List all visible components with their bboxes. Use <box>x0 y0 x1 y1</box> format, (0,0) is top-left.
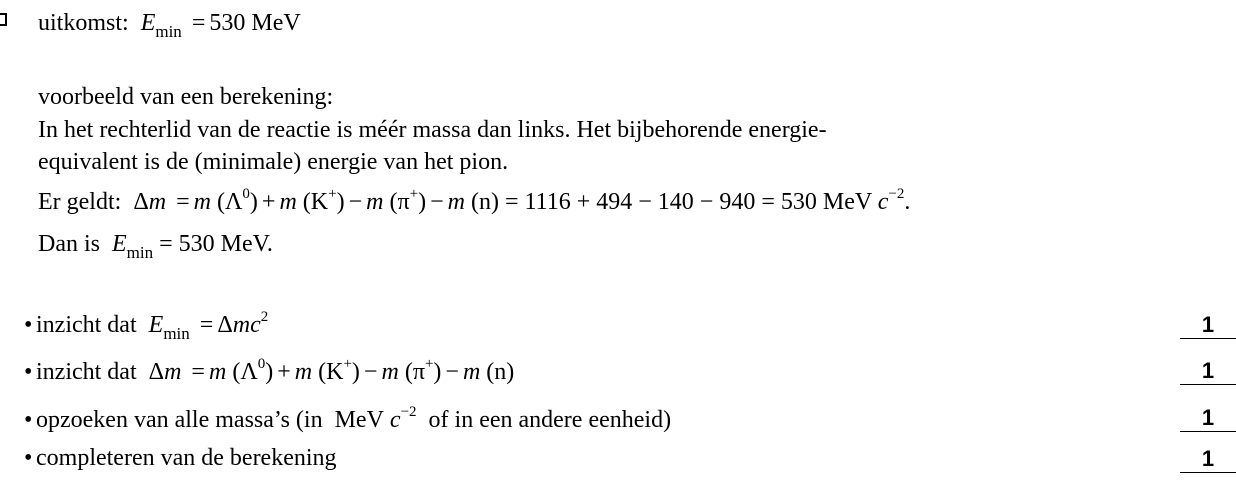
mass-symbol: m <box>447 189 465 215</box>
answer-label: uitkomst: <box>38 10 129 36</box>
kaon-symbol: K <box>310 189 329 215</box>
example-paragraph-line-1: In het rechterlid van de reactie is méér massa dan links. Het bijbehorende energie- <box>38 117 827 143</box>
speed-of-light-symbol: c <box>250 312 261 338</box>
example-conclusion <box>38 232 273 261</box>
minus-symbol: − <box>348 189 363 215</box>
delta-symbol: Δ <box>148 359 165 385</box>
example-paragraph-line-2: equivalent is de (minimale) energie van het pion. <box>38 149 509 175</box>
criterion-2: • inzicht dat Δm = m $(\Lambda^0) + m$ (K+) − m (π+) − m (n) <box>24 356 515 385</box>
energy-subscript: min <box>126 243 154 262</box>
answer-eq: = <box>191 10 206 36</box>
period: . <box>904 189 911 215</box>
criterion-3-score: 1 <box>1180 407 1236 432</box>
mass-symbol: m <box>366 189 384 215</box>
mass-symbol: m <box>193 189 211 215</box>
criterion-4-score: 1 <box>1180 448 1236 473</box>
lambda-symbol: Λ <box>224 189 243 215</box>
lambda-symbol: Λ <box>240 359 258 385</box>
bullet-icon: • <box>24 407 33 433</box>
bullet-icon: • <box>24 312 33 338</box>
neutron-symbol: n <box>478 189 491 215</box>
plus-symbol: + <box>261 189 276 215</box>
minus-symbol: − <box>445 359 459 385</box>
eq-symbol: = <box>191 359 205 385</box>
charge-plus: + <box>343 356 352 372</box>
criterion-4 <box>24 446 337 470</box>
criterion-text: inzicht dat <box>36 312 137 338</box>
charge-zero: 0 <box>257 356 266 372</box>
squared-exponent: 2 <box>260 309 269 325</box>
criterion-2-score: 1 <box>1180 360 1236 385</box>
delta-symbol: Δ <box>133 189 149 215</box>
example-formula: Er geldt: Δm = m $(\Lambda^0) + m$ (K+) − m (π+) − m (n) = 1116 + 494 − 140 − 940 = 530 MeV $c^{-2}$. <box>38 186 911 215</box>
kaon-symbol: K <box>326 359 344 385</box>
example-heading: voorbeeld van een berekening: <box>38 84 334 110</box>
unit-exponent: −2 <box>888 186 905 202</box>
criterion-text: completeren van de berekening <box>36 445 337 471</box>
criterion-unit: MeV <box>334 407 384 433</box>
answer-value: 530 MeV <box>209 10 301 36</box>
mass-symbol: m <box>148 189 167 215</box>
mass-symbol: m <box>381 359 399 385</box>
answer-line <box>38 11 301 40</box>
mass-symbol: m <box>294 359 313 385</box>
energy-symbol: E <box>148 312 164 338</box>
speed-of-light-symbol: c <box>877 189 889 215</box>
unit-exponent: −2 <box>400 404 417 420</box>
delta-symbol: Δ <box>217 312 233 338</box>
criterion-3 <box>24 405 671 432</box>
formula-suffix: = 1116 + 494 − 140 − 940 = 530 MeV <box>504 189 872 215</box>
pion-symbol: π <box>397 189 410 215</box>
mass-symbol: m <box>164 359 182 385</box>
minus-symbol: − <box>430 189 444 215</box>
mass-symbol: m <box>462 359 481 385</box>
criterion-text-before: opzoeken van alle massa’s (in <box>36 407 323 433</box>
conclusion-value: = 530 MeV. <box>159 231 273 257</box>
charge-plus: + <box>328 186 337 202</box>
mass-symbol: m <box>279 189 297 215</box>
speed-of-light-symbol: c <box>389 407 401 433</box>
charge-plus: + <box>424 356 434 372</box>
criterion-text-after: of in een andere eenheid) <box>428 407 672 433</box>
energy-symbol: E <box>112 231 127 257</box>
bullet-icon: • <box>24 445 33 471</box>
criterion-text: inzicht dat <box>36 359 137 385</box>
eq-symbol: = <box>199 312 214 338</box>
energy-subscript: min <box>163 324 190 343</box>
criterion-1-score: 1 <box>1180 314 1236 339</box>
mass-symbol: m <box>208 359 227 385</box>
checkbox-icon[interactable] <box>0 13 7 26</box>
criterion-1 <box>24 310 268 342</box>
minus-symbol: − <box>363 359 378 385</box>
neutron-symbol: n <box>494 359 507 385</box>
answer-symbol: E <box>140 10 156 36</box>
plus-symbol: + <box>277 359 291 385</box>
answer-subscript: min <box>155 22 182 41</box>
charge-plus: + <box>409 186 419 202</box>
eq-symbol: = <box>176 189 190 215</box>
charge-zero: 0 <box>242 186 250 202</box>
mass-symbol: m <box>232 312 251 338</box>
formula-prefix: Er geldt: <box>38 189 122 215</box>
pion-symbol: π <box>412 359 425 385</box>
conclusion-prefix: Dan is <box>38 231 100 257</box>
bullet-icon: • <box>24 359 33 385</box>
